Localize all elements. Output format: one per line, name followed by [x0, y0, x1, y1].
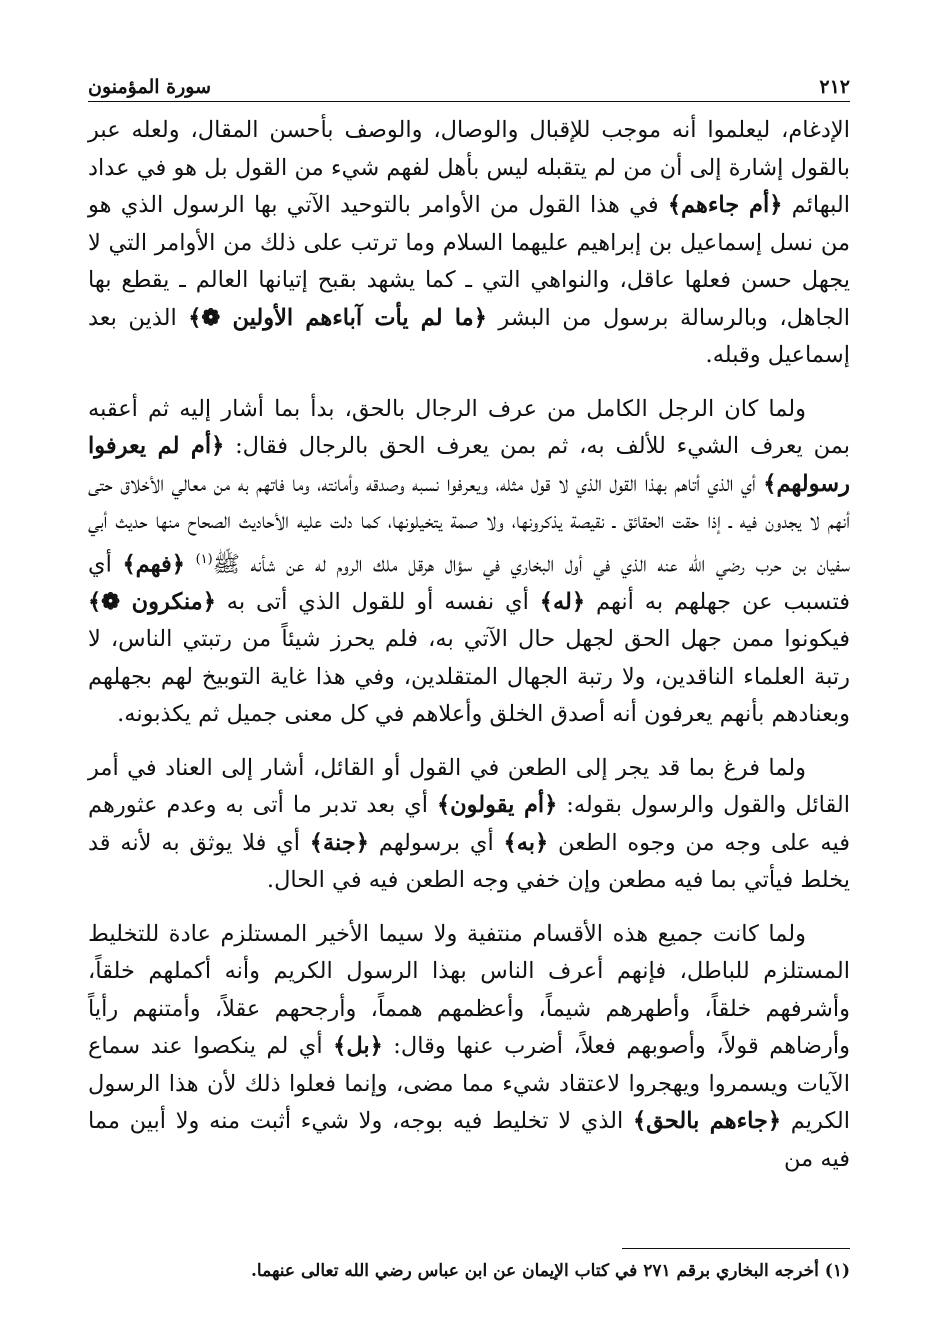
footnote-text: أخرجه البخاري برقم ٢٧١ في كتاب الإيمان عن ابن عباس رضي الله تعالى عنهما.	[251, 1261, 819, 1281]
text-run: الذي لا تخليط فيه بوجه، ولا شيء أثبت منه ولا أبين مما فيه من	[88, 1108, 850, 1172]
quran-quote: ﴿فهم﴾	[122, 551, 185, 577]
main-text	[88, 112, 850, 1194]
quran-quote: ﴿أم لم يعرفوا رسولهم﴾	[88, 433, 850, 497]
text-run: أي برسولهم	[368, 829, 504, 856]
text-run: ولما كان الرجل الكامل من عرف الرجال بالحق، بدأ بما أشار إليه ثم أعقبه بمن يعرف الشيء للألف به، ثم بمن يعرف الحق بالرجال فقال:	[88, 395, 850, 459]
quran-quote: ﴿منكرون ❁﴾	[88, 588, 216, 615]
text-run: الإدغام، ليعلموا أنه موجب للإقبال والوصال، والوصف بأحسن المقال، ولعله عبر بالقول إشارة إلى أن من لم يتقبله ليس بأهل لفهم شيء من القول بل هو في عداد البهائم	[88, 117, 850, 218]
footnote-marker: (١)	[824, 1261, 850, 1281]
paragraph-1	[88, 112, 850, 375]
paragraph-2	[88, 391, 850, 734]
paragraph-4	[88, 916, 850, 1179]
text-run: ولما كانت جميع هذه الأقسام منتفية ولا سيما الأخير المستلزم عادة للتخليط المستلزم للباطل، فإنهم أعرف الناس بهذا الرسول الكريم وأنه أكملهم خلقاً، وأشرفهم خلقاً، وأطهرهم شيماً، وأعظمهم همماً، وأرجحهم عقلاً، وأمتنهم رأياً وأرضاهم قولاً، وأصوبهم فعلاً، أضرب عنها وقال:	[88, 920, 850, 1059]
text-run: أي نفسه أو للقول الذي أتى به	[215, 588, 540, 615]
footnote	[88, 1258, 850, 1284]
text-run: أي لم ينكصوا عند سماع الآيات ويسمروا ويهجروا لاعتقاد شيء مما مضى، وإنما فعلوا ذلك لأن هذا الرسول الكريم	[88, 1033, 850, 1134]
text-run: أي بعد تدبر ما أتى به وعدم عثورهم فيه على وجه من وجوه الطعن	[88, 792, 850, 856]
footnote-divider	[622, 1248, 850, 1249]
page-number: ٢١٢	[819, 76, 850, 98]
text-run: أي الذي أتاهم بهذا القول الذي لا قول مثله، ويعرفوا نسبه وصدقه وأمانته، وما فاتهم به من معالي الأخلاق حتى أنهم لا يجدون فيه ـ إذا حقت الحقائق ـ نقيصة يذكرونها، ولا صمة يتخيلونها، كما دلت عليه الأحاديث الصحاح منها حديث أبي سفيان بن حرب رضي الله عنه الذي في أول البخاري في سؤال هرقل ملك الروم له عن شأنه ﷺ	[88, 470, 851, 577]
text-run: في هذا القول من الأوامر بالتوحيد الآتي بها الرسول الذي هو من نسل إسماعيل بن إبراهيم عليهما السلام وما ترتب على ذلك من الأوامر التي لا يجهل حسن فعلها عاقل، والنواهي التي ـ كما يشهد بقبح إتيانها العالم ـ يقطع بها الجاهل، وبالرسالة برسول من البشر	[88, 192, 850, 331]
surah-title: سورة المؤمنون	[88, 76, 212, 98]
footnote-ref: (١)	[195, 551, 213, 567]
quran-quote: ﴿أم جاءهم﴾	[667, 192, 783, 218]
paragraph-3	[88, 750, 850, 900]
running-header	[88, 66, 850, 98]
quran-quote: ﴿بل﴾	[333, 1033, 383, 1059]
quran-quote: ﴿به﴾	[503, 829, 549, 856]
quran-quote: ﴿جنة﴾	[309, 829, 369, 856]
text-run: فيكونوا ممن جهل الحق لجهل حال الآتي به، فلم يحرز شيئاً من رتبتي الناس، لا رتبة العلماء الناقدين، ولا رتبة الجهال المتقلدين، وفي هذا غاية التوبيخ لهم بجهلهم وبعنادهم بأنهم يعرفون أنه أصدق الخلق وأعلاهم في كل معنى جميل ثم يكذبونه.	[88, 626, 850, 727]
text-run: أي فتسبب عن جهلهم به أنهم	[88, 551, 850, 615]
quran-quote: ﴿ما لم يأت آباءهم الأولين ❁﴾	[188, 304, 487, 331]
text-run: الذين بعد إسماعيل وقبله.	[88, 304, 850, 368]
header-divider	[88, 101, 850, 102]
text-run: أي فلا يوثق به لأنه قد يخلط فيأتي بما فيه مطعن وإن خفي وجه الطعن فيه في الحال.	[88, 829, 850, 893]
text-run	[185, 551, 196, 577]
quran-quote: ﴿أم يقولون﴾	[436, 792, 558, 818]
quran-quote: ﴿له﴾	[539, 588, 586, 615]
quran-quote: ﴿جاءهم بالحق﴾	[632, 1108, 782, 1134]
text-run: ولما فرغ بما قد يجر إلى الطعن في القول أو القائل، أشار إلى العناد في أمر القائل والقول والرسول بقوله:	[88, 754, 850, 818]
